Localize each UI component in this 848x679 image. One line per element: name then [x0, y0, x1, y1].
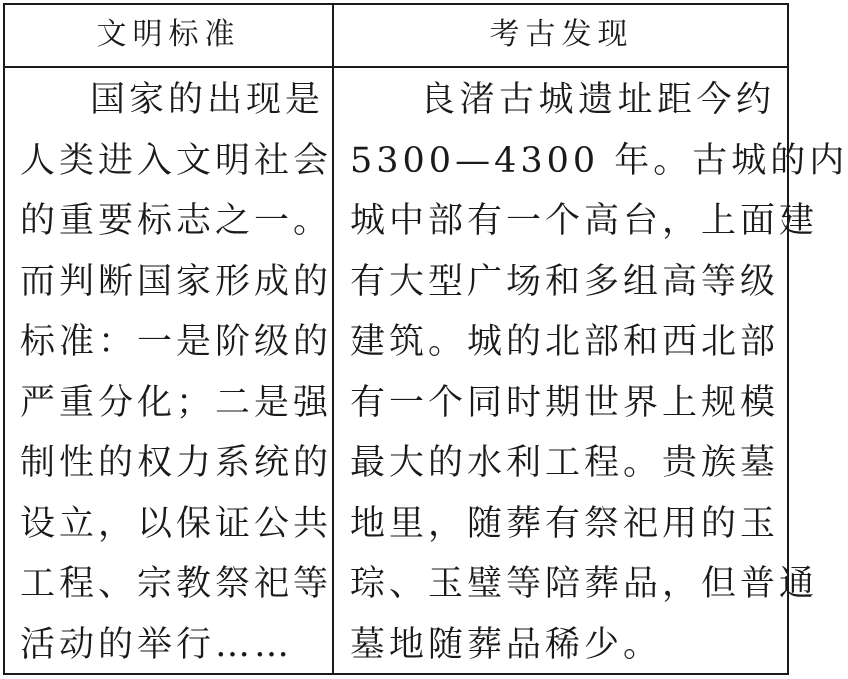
text-line: 工程、宗教祭祀等	[20, 564, 333, 604]
cell-archaeological-discovery	[350, 70, 848, 675]
text-line: 严重分化；二是强	[20, 382, 333, 423]
header-civilization-standard: 文明标准	[96, 17, 241, 52]
text-line: 的重要标志之一。	[20, 201, 333, 241]
text-line: 最大的水利工程。贵族墓	[350, 443, 780, 483]
text-line: 城中部有一个高台，上面建	[350, 201, 819, 241]
text-line: 良渚古城遗址距今约	[420, 80, 775, 120]
text-line: 有大型广场和多组高等级	[350, 261, 780, 302]
text-line: 国家的出现是	[90, 80, 325, 120]
text-line: 制性的权力系统的	[20, 443, 333, 483]
text-line: 人类进入文明社会	[20, 140, 333, 181]
text-line: 标准：一是阶级的	[20, 322, 333, 362]
text-line: 建筑。城的北部和西北部	[350, 322, 780, 362]
text-line: 墓地随葬品稀少。	[350, 624, 663, 665]
header-divider	[3, 66, 789, 68]
text-line: 5300—4300 年。古城的内	[350, 140, 848, 181]
text-line: 活动的举行……	[20, 624, 294, 665]
text-line: 地里，随葬有祭祀用的玉	[350, 503, 780, 544]
column-divider	[332, 3, 334, 675]
text-line: 有一个同时期世界上规模	[350, 382, 780, 423]
header-archaeological-discovery: 考古发现	[489, 17, 634, 52]
cell-civilization-standard	[20, 70, 333, 675]
text-line: 而判断国家形成的	[20, 261, 333, 302]
text-line: 琮、玉璧等陪葬品，但普通	[350, 564, 819, 604]
text-line: 设立，以保证公共	[20, 503, 333, 544]
